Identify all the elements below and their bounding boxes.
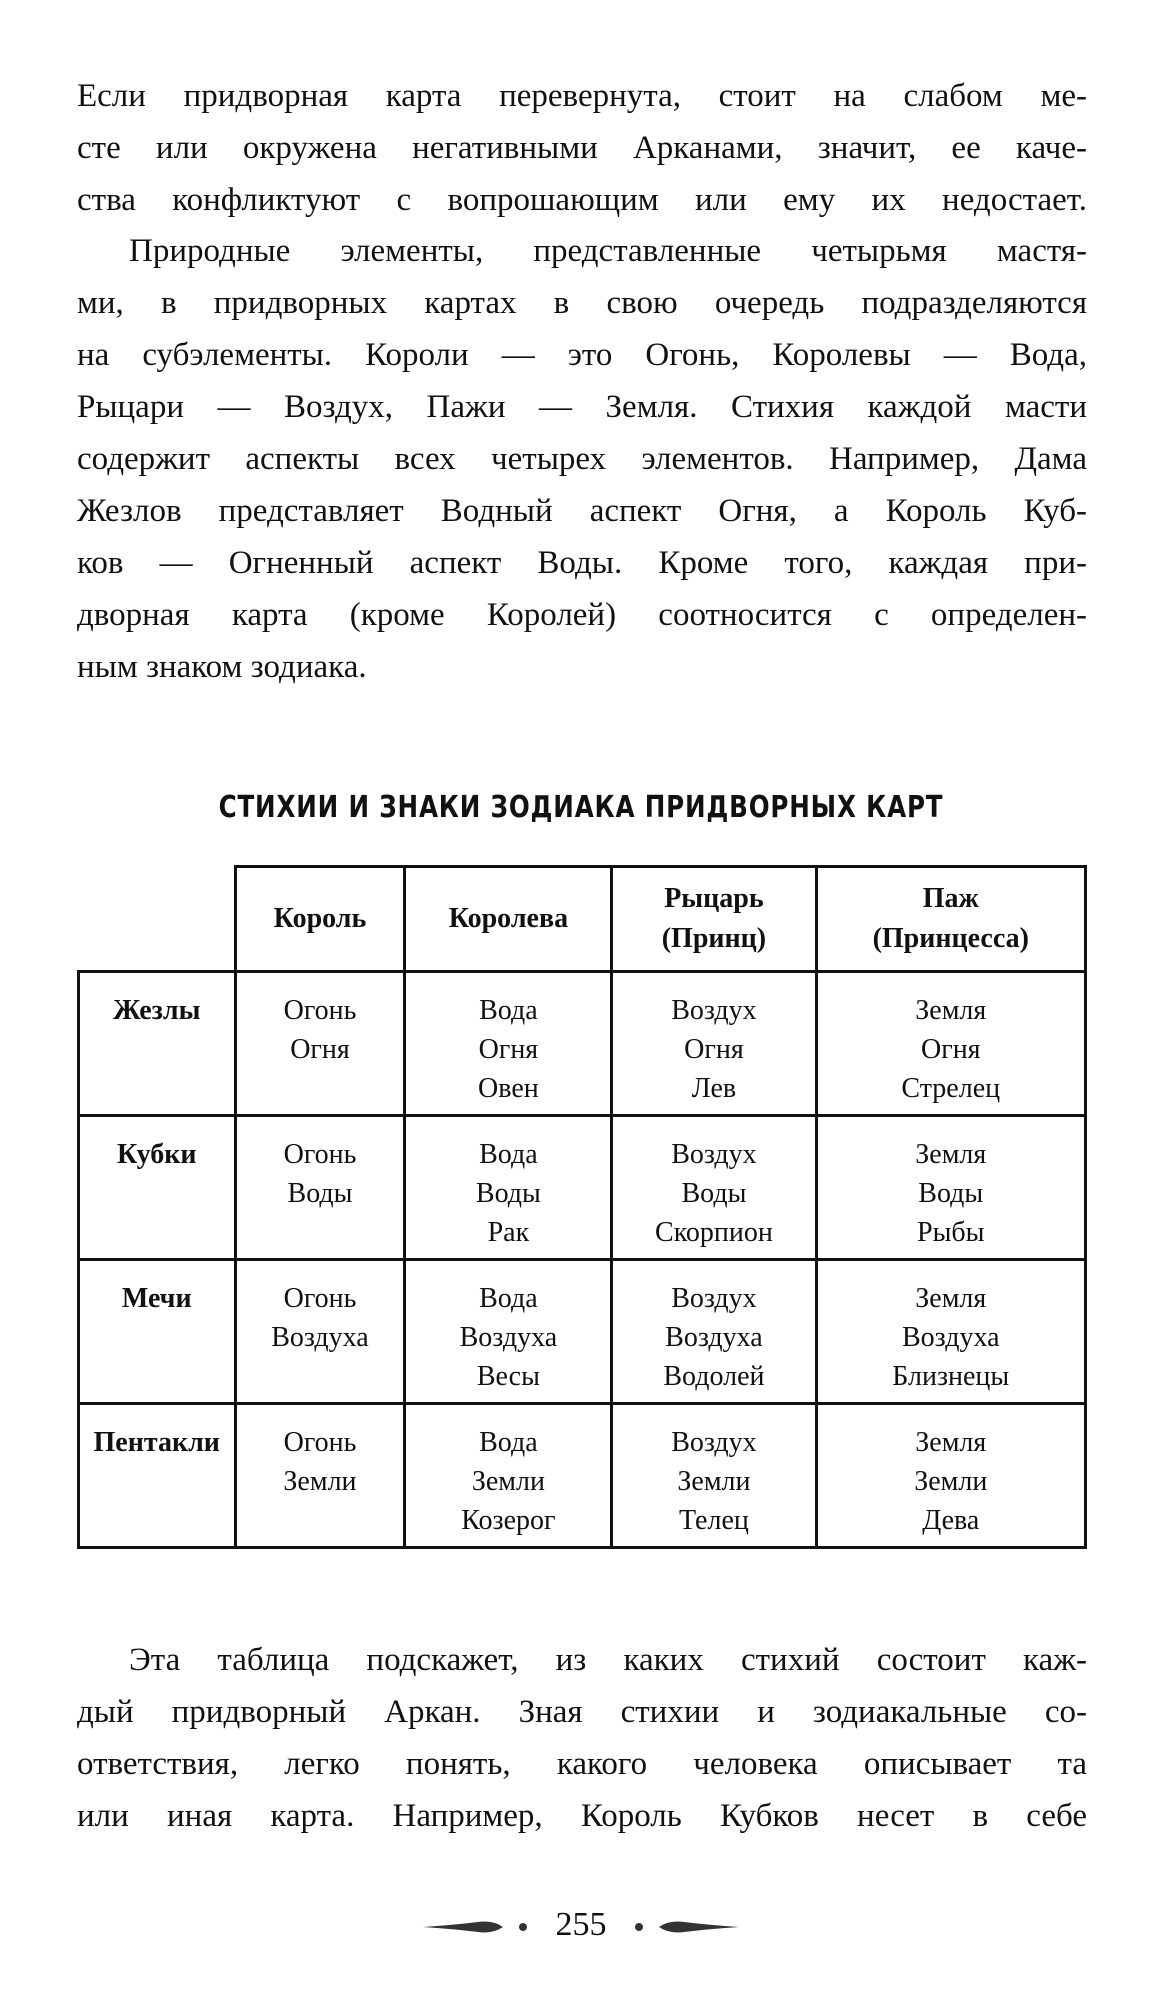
header-page <box>816 867 1085 972</box>
cell-line: Стрелец <box>901 1073 1001 1104</box>
text-line: дворная карта (кроме Королей) соотносится с определен- <box>77 597 1087 633</box>
cell-line: Земли <box>283 1466 357 1497</box>
header-knight <box>612 867 816 972</box>
table-cell <box>405 972 612 1116</box>
table-cell <box>405 1260 612 1404</box>
table-cell <box>816 1116 1085 1260</box>
text-line: ответствия, легко понять, какого человека описывает та <box>77 1746 1087 1782</box>
cell-line: Земля <box>915 995 987 1026</box>
text-line: или иная карта. Например, Король Кубков несет в себе <box>77 1798 1087 1834</box>
header-line: Король <box>273 903 367 934</box>
paragraph-3 <box>77 1634 1087 1842</box>
cell-line: Рыбы <box>917 1217 985 1248</box>
cell-line: Воздух <box>671 1283 757 1314</box>
text-line: Жезлов представляет Водный аспект Огня, а Король Куб- <box>77 493 1087 529</box>
table-cell <box>235 1404 405 1548</box>
cell-line: Воздуха <box>665 1322 763 1353</box>
cell-line: Земля <box>915 1139 987 1170</box>
cell-line: Скорпион <box>655 1217 773 1248</box>
table-row <box>79 1260 1086 1404</box>
cell-line: Земли <box>914 1466 988 1497</box>
suit-label: Жезлы <box>79 972 236 1116</box>
text-line: ства конфликтуют с вопрошающим или ему их недостает. <box>77 182 1087 218</box>
header-line: (Принц) <box>661 923 767 954</box>
cell-line: Воды <box>475 1178 541 1209</box>
text-line: Рыцари — Воздух, Пажи — Земля. Стихия каждой масти <box>77 389 1087 425</box>
cell-line: Водолей <box>663 1361 765 1392</box>
cell-line: Воздуха <box>459 1322 558 1353</box>
table-row <box>79 1404 1086 1548</box>
table-cell <box>816 972 1085 1116</box>
text-line: Если придворная карта перевернута, стоит на слабом ме- <box>77 78 1087 114</box>
cell-line: Вода <box>479 1427 538 1458</box>
header-line: Королева <box>448 903 569 934</box>
cell-line: Лев <box>691 1073 737 1104</box>
table-row <box>79 972 1086 1116</box>
text-line: Эта таблица подскажет, из каких стихий состоит каж- <box>129 1642 1087 1678</box>
table-cell <box>235 1116 405 1260</box>
cell-line: Воды <box>918 1178 984 1209</box>
page-number: 255 <box>555 1906 607 1943</box>
cell-line: Земля <box>915 1283 987 1314</box>
header-queen <box>405 867 612 972</box>
cell-line: Огня <box>290 1034 350 1065</box>
cell-line: Воздух <box>671 1427 757 1458</box>
table-cell <box>816 1260 1085 1404</box>
suit-label: Пентакли <box>79 1404 236 1548</box>
paragraph-2 <box>77 225 1087 693</box>
text-line: содержит аспекты всех четырех элементов. Например, Дама <box>77 441 1087 477</box>
cell-line: Огонь <box>283 1283 357 1314</box>
cell-line: Земли <box>677 1466 751 1497</box>
table-cell <box>816 1404 1085 1548</box>
text-line: дый придворный Аркан. Зная стихии и зодиакальные со- <box>77 1694 1087 1730</box>
cell-line: Телец <box>679 1505 749 1536</box>
table-cell <box>612 1116 816 1260</box>
cell-line: Вода <box>479 1283 538 1314</box>
cell-line: Огонь <box>283 1427 357 1458</box>
cell-line: Рак <box>487 1217 530 1248</box>
left-flourish-icon <box>423 1919 533 1935</box>
cell-line: Огня <box>920 1034 981 1065</box>
cell-line: Земля <box>915 1427 987 1458</box>
cell-line: Овен <box>478 1073 539 1104</box>
cell-line: Воздух <box>671 1139 757 1170</box>
suit-label: Кубки <box>79 1116 236 1260</box>
court-cards-table <box>77 865 1087 1549</box>
cell-line: Воздуха <box>902 1322 1000 1353</box>
cell-line: Огонь <box>283 1139 357 1170</box>
corner-cell <box>79 867 236 972</box>
text-line: ков — Огненный аспект Воды. Кроме того, каждая при- <box>77 545 1087 581</box>
cell-line: Весы <box>476 1361 540 1392</box>
paragraph-1 <box>77 70 1087 226</box>
cell-line: Дева <box>922 1505 980 1536</box>
table-cell <box>405 1116 612 1260</box>
text-line: ным знаком зодиака. <box>77 649 367 685</box>
table-row <box>79 1116 1086 1260</box>
header-line: (Принцесса) <box>872 923 1029 954</box>
table-cell <box>612 1404 816 1548</box>
suit-label: Мечи <box>79 1260 236 1404</box>
page-footer <box>0 1906 1162 1944</box>
table-header-row <box>79 867 1086 972</box>
cell-line: Вода <box>479 995 538 1026</box>
text-line: ми, в придворных картах в свою очередь подразделяются <box>77 285 1087 321</box>
cell-line: Земли <box>471 1466 545 1497</box>
cell-line: Воздуха <box>271 1322 369 1353</box>
header-line: Паж <box>922 883 979 914</box>
header-line: Рыцарь <box>664 883 764 914</box>
table-cell <box>405 1404 612 1548</box>
cell-line: Воздух <box>671 995 757 1026</box>
table-cell <box>235 972 405 1116</box>
text-line: на субэлементы. Короли — это Огонь, Королевы — Вода, <box>77 337 1087 373</box>
cell-line: Огня <box>478 1034 539 1065</box>
cell-line: Воды <box>681 1178 747 1209</box>
header-king <box>235 867 405 972</box>
table-title: СТИХИИ И ЗНАКИ ЗОДИАКА ПРИДВОРНЫХ КАРТ <box>218 790 944 825</box>
cell-line: Огня <box>684 1034 744 1065</box>
table-cell <box>235 1260 405 1404</box>
right-flourish-icon <box>629 1919 739 1935</box>
cell-line: Козерог <box>461 1505 556 1536</box>
cell-line: Близнецы <box>892 1361 1010 1392</box>
cell-line: Огонь <box>283 995 357 1026</box>
cell-line: Воды <box>287 1178 353 1209</box>
table-cell <box>612 972 816 1116</box>
table-cell <box>612 1260 816 1404</box>
text-line: сте или окружена негативными Арканами, значит, ее каче- <box>77 130 1087 166</box>
text-line: Природные элементы, представленные четырьмя мастя- <box>129 233 1087 269</box>
cell-line: Вода <box>479 1139 538 1170</box>
